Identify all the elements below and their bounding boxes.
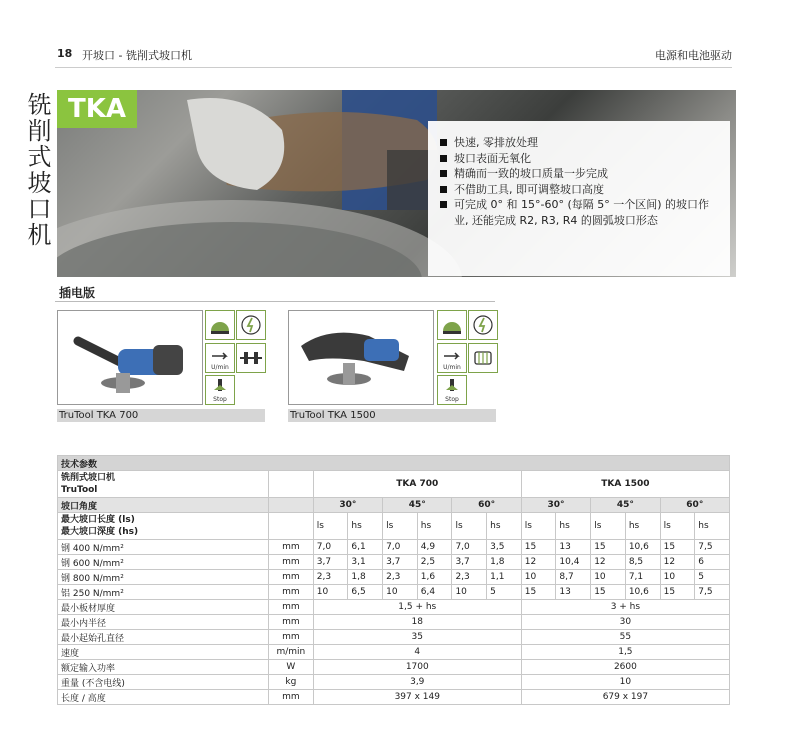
product-caption-tka700: TruTool TKA 700 [57, 409, 265, 422]
table-row [58, 540, 730, 555]
tka700-illustration [58, 311, 202, 404]
sub-header: ls [452, 513, 487, 540]
feature-icons-tka700-b [236, 310, 264, 370]
type-label: 铣削式坡口机 [61, 473, 116, 483]
value-tka1500: 2600 [521, 660, 729, 675]
spec-label: 最小起始孔直径 [58, 630, 269, 645]
value-tka700: 397 x 149 [313, 690, 521, 705]
feature-icons-tka700 [205, 310, 233, 403]
stop-icon-label: Stop [445, 396, 459, 403]
sub-header: hs [417, 513, 452, 540]
angle-header: 45° [591, 498, 660, 513]
unit-cell: mm [268, 615, 313, 630]
table-row [58, 690, 730, 705]
spec-label: 速度 [58, 645, 269, 660]
value-tka700: 18 [313, 615, 521, 630]
empty-cell [268, 498, 313, 513]
value-cell: 15 [521, 585, 556, 600]
table-title: 技术参数 [58, 456, 730, 471]
material-label: 铝 250 N/mm² [58, 585, 269, 600]
value-cell: 10,6 [625, 585, 660, 600]
value-cell: 15 [521, 540, 556, 555]
type-cell [58, 471, 269, 498]
feature-icons-tka1500 [437, 310, 465, 403]
sub-header: hs [556, 513, 591, 540]
sub-header: hs [487, 513, 522, 540]
table-row [58, 660, 730, 675]
table-row [58, 675, 730, 690]
value-cell: 10 [660, 570, 695, 585]
value-cell: 7,5 [695, 540, 730, 555]
spec-rows [58, 600, 730, 705]
value-cell: 6,4 [417, 585, 452, 600]
angle-label: 坡口角度 [58, 498, 269, 513]
sub-header: hs [348, 513, 383, 540]
value-tka700: 1700 [313, 660, 521, 675]
stop-icon [205, 375, 235, 405]
value-cell: 4,9 [417, 540, 452, 555]
table-row [58, 615, 730, 630]
unit-cell: mm [268, 600, 313, 615]
product-caption-tka1500: TruTool TKA 1500 [288, 409, 496, 422]
speed-icon-label: U/min [211, 364, 229, 371]
material-label: 钢 600 N/mm² [58, 555, 269, 570]
speed-icon [205, 343, 235, 373]
value-cell: 3,7 [452, 555, 487, 570]
value-cell: 13 [556, 585, 591, 600]
tka1500-illustration [289, 311, 433, 404]
page-number: 18 [57, 47, 73, 60]
table-row [58, 570, 730, 585]
material-label: 钢 400 N/mm² [58, 540, 269, 555]
value-cell: 1,8 [348, 570, 383, 585]
feature-box [428, 121, 730, 276]
model-header-tka1500: TKA 1500 [521, 471, 729, 498]
value-cell: 1,6 [417, 570, 452, 585]
material-label: 钢 800 N/mm² [58, 570, 269, 585]
value-cell: 15 [660, 585, 695, 600]
feature-item: 不借助工具, 即可调整坡口高度 [440, 182, 719, 198]
value-cell: 3,7 [313, 555, 348, 570]
value-tka700: 4 [313, 645, 521, 660]
table-row [58, 600, 730, 615]
value-tka700: 35 [313, 630, 521, 645]
depth-label: 最大坡口深度 (hs) [61, 527, 139, 537]
unit-cell: mm [268, 690, 313, 705]
value-cell: 5 [695, 570, 730, 585]
value-cell: 12 [591, 555, 626, 570]
angle-header: 30° [313, 498, 382, 513]
sub-header: ls [383, 513, 418, 540]
feature-item: 精确而一致的坡口质量一步完成 [440, 166, 719, 182]
value-tka700: 1,5 + hs [313, 600, 521, 615]
value-cell: 10 [452, 585, 487, 600]
value-cell: 15 [591, 585, 626, 600]
value-cell: 15 [660, 540, 695, 555]
unit-cell: mm [268, 540, 313, 555]
brand-label: TruTool [61, 485, 98, 495]
product-image-tka700 [57, 310, 203, 405]
page-title: 开坡口 - 铣削式坡口机 [82, 49, 192, 62]
side-title: 铣削式坡口机 [23, 92, 51, 248]
stop-icon-label: Stop [213, 396, 227, 403]
value-tka1500: 10 [521, 675, 729, 690]
sub-header: ls [521, 513, 556, 540]
value-cell: 12 [660, 555, 695, 570]
value-cell: 5 [487, 585, 522, 600]
angle-header: 60° [660, 498, 729, 513]
value-cell: 8,5 [625, 555, 660, 570]
sub-header: hs [695, 513, 730, 540]
table-row [58, 555, 730, 570]
angle-header: 30° [521, 498, 590, 513]
lightning-icon [468, 310, 498, 340]
value-cell: 3,1 [348, 555, 383, 570]
value-cell: 1,1 [487, 570, 522, 585]
empty-cell [268, 513, 313, 540]
section-divider [55, 301, 495, 302]
speed-icon [437, 343, 467, 373]
value-cell: 10 [383, 585, 418, 600]
header-divider [55, 67, 732, 68]
value-cell: 6,1 [348, 540, 383, 555]
value-cell: 12 [521, 555, 556, 570]
value-cell: 3,7 [383, 555, 418, 570]
value-cell: 2,3 [452, 570, 487, 585]
sub-header: hs [625, 513, 660, 540]
feature-list [440, 135, 719, 228]
value-cell: 2,3 [383, 570, 418, 585]
double-insulation-icon [236, 343, 266, 373]
value-cell: 6,5 [348, 585, 383, 600]
value-cell: 10 [313, 585, 348, 600]
value-cell: 2,3 [313, 570, 348, 585]
unit-cell: kg [268, 675, 313, 690]
value-tka700: 3,9 [313, 675, 521, 690]
feature-item: 快速, 零排放处理 [440, 135, 719, 151]
stop-icon [437, 375, 467, 405]
value-cell: 7,0 [383, 540, 418, 555]
angle-header: 60° [452, 498, 521, 513]
value-cell: 15 [591, 540, 626, 555]
value-cell: 1,8 [487, 555, 522, 570]
feature-icons-tka1500-b [468, 310, 496, 370]
sub-header: ls [660, 513, 695, 540]
value-tka1500: 1,5 [521, 645, 729, 660]
sub-header: ls [313, 513, 348, 540]
model-header-tka700: TKA 700 [313, 471, 521, 498]
value-cell: 6 [695, 555, 730, 570]
value-tka1500: 3 + hs [521, 600, 729, 615]
empty-cell [268, 471, 313, 498]
angle-header: 45° [383, 498, 452, 513]
value-cell: 7,0 [313, 540, 348, 555]
table-row [58, 645, 730, 660]
value-cell: 10 [591, 570, 626, 585]
table-row [58, 630, 730, 645]
spec-label: 重量 (不含电线) [58, 675, 269, 690]
value-tka1500: 30 [521, 615, 729, 630]
unit-cell: W [268, 660, 313, 675]
feature-item: 坡口表面无氧化 [440, 151, 719, 167]
material-rows [58, 540, 730, 600]
sub-header: ls [591, 513, 626, 540]
product-badge: TKA [57, 90, 137, 128]
lightning-icon [236, 310, 266, 340]
spec-label: 最小内半径 [58, 615, 269, 630]
section-title: 电源和电池驱动 [655, 49, 732, 62]
unit-cell: mm [268, 630, 313, 645]
unit-cell: m/min [268, 645, 313, 660]
unit-cell: mm [268, 585, 313, 600]
spec-table [57, 455, 730, 705]
bevel-gauge-icon [205, 310, 235, 340]
spec-label: 最小板材厚度 [58, 600, 269, 615]
value-cell: 8,7 [556, 570, 591, 585]
value-cell: 10 [521, 570, 556, 585]
value-tka1500: 679 x 197 [521, 690, 729, 705]
table-row [58, 585, 730, 600]
section-label: 插电版 [59, 286, 96, 300]
spec-label: 长度 / 高度 [58, 690, 269, 705]
value-cell: 13 [556, 540, 591, 555]
bevel-gauge-icon [437, 310, 467, 340]
spec-label: 额定输入功率 [58, 660, 269, 675]
value-tka1500: 55 [521, 630, 729, 645]
value-cell: 10,4 [556, 555, 591, 570]
value-cell: 7,1 [625, 570, 660, 585]
dimension-label-cell [58, 513, 269, 540]
motor-icon [468, 343, 498, 373]
len-label: 最大坡口长度 (ls) [61, 515, 135, 525]
speed-icon-label: U/min [443, 364, 461, 371]
feature-item: 可完成 0° 和 15°-60° (每隔 5° 一个区间) 的坡口作业, 还能完成 R2, R3, R4 的圆弧坡口形态 [440, 197, 719, 228]
value-cell: 7,5 [695, 585, 730, 600]
unit-cell: mm [268, 555, 313, 570]
unit-cell: mm [268, 570, 313, 585]
value-cell: 10,6 [625, 540, 660, 555]
hero-photo [57, 90, 736, 277]
product-image-tka1500 [288, 310, 434, 405]
value-cell: 2,5 [417, 555, 452, 570]
value-cell: 3,5 [487, 540, 522, 555]
value-cell: 7,0 [452, 540, 487, 555]
